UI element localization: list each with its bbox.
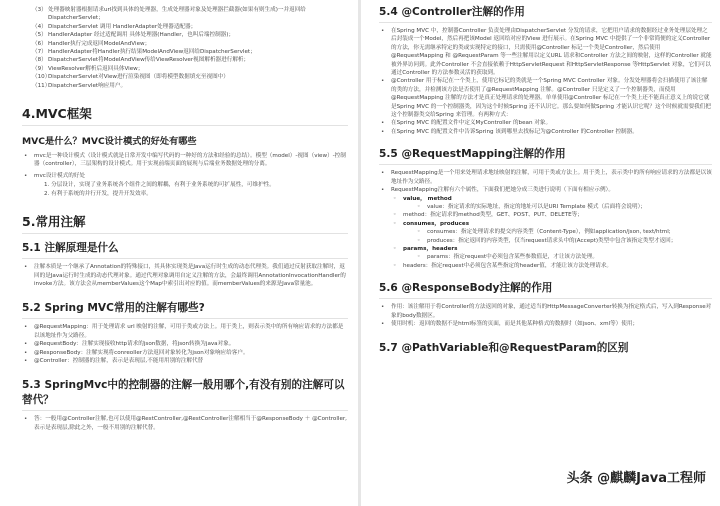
list-5-5 xyxy=(379,169,712,194)
list-item: ◦ consumes：指定处理请求的提交内容类型（Content-Type），例如application/json, text/html; xyxy=(415,228,712,236)
section-heading-annotations: 5.常用注解 xyxy=(22,212,348,234)
list-item: • @Controller 用于标记在一个类上，使用它标记的类就是一个Spring MVC Controller 对象。分发处理器将会扫描使用了该注解的类的方法，并检测该方法是否使用了@RequestMapping 注解。@Controller 只是定义了一个控制器类，而使用@RequestMapping 注解的方法才是真正处理请求的处理器。单单使用@Controller 标记在一个类上还不能真正意义上的说它就是Spring MVC 的一个控制器类，因为这个时候Spring 还不认识它。那么要如何做Spring 才能认识它呢？这个时候就需要我们把这个控制器类交给Spring 来管理。有两种方式： xyxy=(379,77,712,119)
list-item: • 使用时机：返回的数据不是html标签的页面，而是其他某种格式的数据时（如json、xml等）使用； xyxy=(379,320,712,328)
list-5-4 xyxy=(379,27,712,136)
list-item: • 注解本质是一个继承了Annotation的特殊接口，其具体实现类是Java运行时生成的动态代理类。我们通过反射获取注解时，返回的是Java运行时生成的动态代理对象。通过代理对象调用自定义注解的方法，会最终调用AnnotationInvocationHandler的invoke方法。该方法会从memberValues这个Map中索引出对应的值。而memberValues的来源是Java常量池。 xyxy=(22,263,348,288)
list-item: • mvc设计模式的好处 xyxy=(22,172,348,180)
attribute-groups xyxy=(379,195,712,271)
list-item: • 作用：该注解用于将Controller的方法返回的对象，通过适当的HttpMessageConverter转换为指定格式后，写入到Response对象的body数据区。 xyxy=(379,303,712,320)
subheading-5-4: 5.4 @Controller注解的作用 xyxy=(379,4,712,23)
group-item: ◦ params，headers ◦ params：指定request中必须包含某些参数值是，才让该方法处理。 xyxy=(391,245,712,262)
watermark: 头条 @麒麟Java工程师 xyxy=(566,471,706,486)
list-item: • 在Spring MVC 的配置文件中告诉Spring 该到哪里去找标记为@Controller 的Controller 控制器。 xyxy=(379,128,712,136)
list-item: • 答：一般用@Controller注解,也可以使用@RestController,@RestController注解相当于@ResponseBody ＋ @Controller,表示是表现层,除此之外，一般不用别的注解代替。 xyxy=(22,415,348,432)
group-sublist xyxy=(403,203,712,211)
list-item: （9） ViewResolver解析后返回具体View； xyxy=(32,65,144,72)
list-5-6 xyxy=(379,303,712,328)
list-item: • mvc是一种设计模式（设计模式就是日常开发中编写代码的一种好的方法和经验的总结）。模型（model）-视图（view）-控制器（controller），三层架构的设计模式。用于实现前端页面的展现与后端业务数据处理的分离。 xyxy=(22,152,348,169)
section-heading-mvc: 4.MVC框架 xyxy=(22,104,348,126)
list-item: ◦ headers：指定request中必须包含某些指定的header值，才能让该方法处理请求。 xyxy=(391,262,712,270)
subheading-5-3: 5.3 SpringMvc中的控制器的注解一般用哪个,有没有别的注解可以替代？ xyxy=(22,377,348,411)
list-5-1 xyxy=(22,263,348,288)
list-item: • RequestMapping是一个用来处理请求地址映射的注解，可用于类或方法上。用于类上，表示类中的所有响应请求的方法都是以该地址作为父路径。 xyxy=(379,169,712,186)
list-item: • 在Spring MVC 中，控制器Controller 负责处理由DispatcherServlet 分发的请求，它把用户请求的数据经过业务处理层处理之后封装成一个Model，然后再把该Model 返回给对应的View 进行展示。在Spring MVC 中提供了一个非常简便的定义Controller 的方法，你无需继承特定的类或实现特定的接口，只需使用@Controller 标记一个类是Controller，然后使用@RequestMapping 和 @RequestParam 等一些注解用以定义URL 请求和Controller 方法之间的映射，这样的Controller 就能被外界访问到。此外Controller 不会直接依赖于HttpServletRequest 和HttpServletResponse 等HttpServlet 对象，它们可以通过Controller 的方法参数灵活的获取到。 xyxy=(379,27,712,77)
benefit-item: 1. 分层设计，实现了业务系统各个组件之间的解耦，有利于业务系统的可扩展性，可维护性。 xyxy=(44,182,275,189)
group-item: ◦ value， method ◦ value：指定请求的实际地址，指定的地址可以是URI Template 模式（后面将会说明）； xyxy=(391,195,712,212)
list-item: （4） DispatcherServlet 调用 HandlerAdapter处理器适配器； xyxy=(32,23,197,30)
group-sublist xyxy=(403,253,712,261)
list-item: ◦ params：指定request中必须包含某些参数值是，才让该方法处理。 xyxy=(415,253,712,261)
list-item: ◦ produces：指定返回的内容类型，仅当request请求头中的(Accept)类型中包含该指定类型才返回； xyxy=(415,237,712,245)
left-page xyxy=(0,0,358,506)
subheading-5-7: 5.7 @PathVariable和@RequestParam的区别 xyxy=(379,342,629,355)
list-item: （11） DispatcherServlet响应用户。 xyxy=(32,82,127,89)
list-item: （10） DispatcherServlet对View进行渲染视图（即将模型数据填充至视图中） xyxy=(32,74,229,81)
list-item: ◦ value：指定请求的实际地址，指定的地址可以是URI Template 模式（后面将会说明）； xyxy=(415,203,712,211)
subheading-mvc-question: MVC是什么？MVC设计模式的好处有哪些 xyxy=(22,136,197,148)
list-item: ◦ method：指定请求的method类型，GET、POST、PUT、DELETE等； xyxy=(391,211,712,219)
mvc-list xyxy=(22,152,348,180)
list-item: • RequestMapping注解有六个属性，下面我们把她分成三类进行说明（下面有相应示例）。 xyxy=(379,186,712,194)
list-item: （6） Handler执行完成返回ModelAndView； xyxy=(32,40,151,47)
right-page xyxy=(361,0,720,506)
subheading-5-6: 5.6 @ResponseBody注解的作用 xyxy=(379,280,712,299)
list-item: • @ResponseBody：注解实现将conreoller方法返回对象转化为json对象响应给客户。 xyxy=(22,349,348,357)
list-5-3 xyxy=(22,415,348,432)
subheading-5-1: 5.1 注解原理是什么 xyxy=(22,240,348,259)
list-item: • @Controller：控制器的注解，表示是表现层,不能用用别的注解代替 xyxy=(22,357,348,365)
group-sublist xyxy=(403,228,712,245)
list-item: • @RequestBody：注解实现接收http请求的json数据，将json转换为java对象。 xyxy=(22,340,348,348)
list-item: • 在Spring MVC 的配置文件中定义MyController 的bean 对象。 xyxy=(379,119,712,127)
benefit-item: 2. 有利于系统的并行开发，提升开发效率。 xyxy=(44,190,152,197)
process-steps-list xyxy=(22,6,348,90)
list-5-2 xyxy=(22,323,348,365)
subheading-5-5: 5.5 @RequestMapping注解的作用 xyxy=(379,146,712,165)
mvc-benefits xyxy=(22,181,348,198)
group-item: ◦ consumes，produces ◦ consumes：指定处理请求的提交内容类型（Content-Type），例如application/json, text/html; ◦ produces：指定返回的内容类型，仅当request请求头中的(Accept)类型中包含该指定类型才返回； xyxy=(391,220,712,245)
list-item: （5） HandlerAdapter 经过适配调用 具体处理器(Handler，也叫后端控制器)； xyxy=(32,32,235,39)
list-item: （7） HandlerAdapter将Handler执行结果ModelAndView返回给DispatcherServlet； xyxy=(32,49,256,56)
list-item: （8） DispatcherServlet将ModelAndView传给ViewResolver视图解析器进行解析； xyxy=(32,57,250,64)
subheading-5-2: 5.2 Spring MVC常用的注解有哪些? xyxy=(22,300,348,319)
list-item: • @RequestMapping：用于处理请求 url 映射的注解，可用于类或方法上。用于类上，则表示类中的所有响应请求的方法都是以该地址作为父路径。 xyxy=(22,323,348,340)
list-item: （3） 处理器映射器根据请求url找到具体的处理器，生成处理器对象及处理器拦截器(如果有则生成)一并返回给DispatcherServlet； xyxy=(32,7,306,22)
